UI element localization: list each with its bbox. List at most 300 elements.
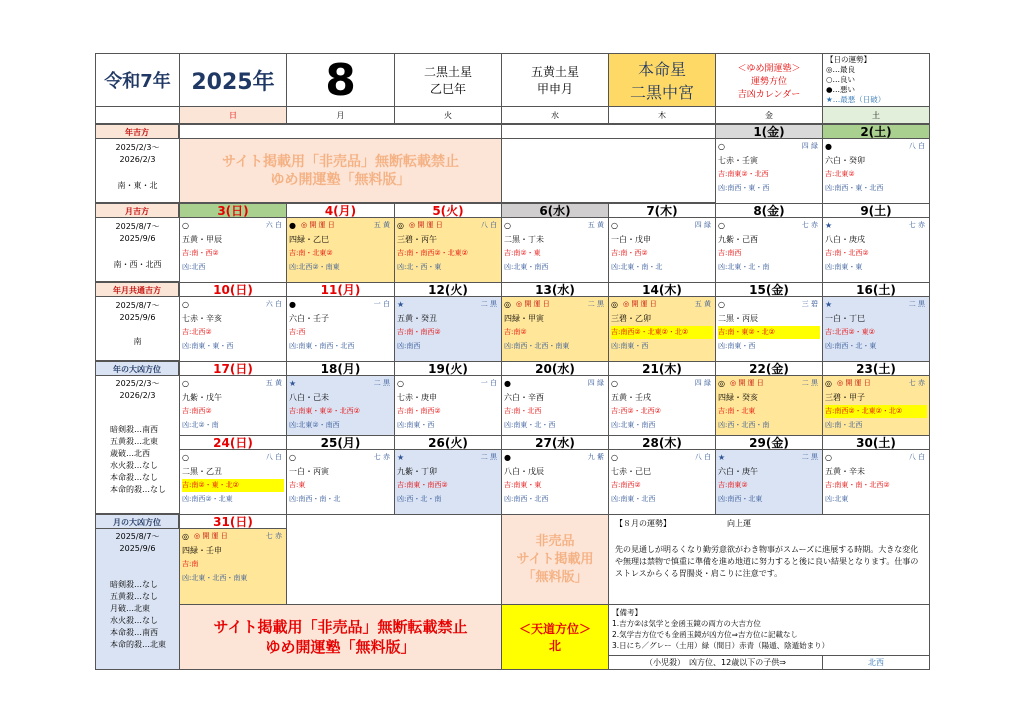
fortune-mark: ○ <box>182 379 189 388</box>
month-daikyo-list <box>96 579 179 651</box>
day-kyo-dirs: 凶:南西・東・西 <box>718 184 770 192</box>
day-kichi-dirs: 吉:南・北西② <box>825 249 869 257</box>
day-kyo-dirs: 凶:北東 <box>825 495 849 503</box>
bottom-notice <box>179 604 502 670</box>
kaiun-day-label: ◎ 開 運 日 <box>194 532 228 540</box>
month-daikyo-label: 月の大凶方位 <box>95 514 179 529</box>
day-kyo-dirs: 凶:南西 <box>397 342 421 350</box>
fortune-mark: ○ <box>718 142 725 151</box>
row0-blank-thu2 <box>501 138 716 203</box>
yume-cell <box>715 53 823 107</box>
weekday-wed <box>501 106 609 124</box>
day-kyo-dirs: 凶:南東・西 <box>611 342 649 350</box>
day-cell <box>715 282 823 362</box>
notice-line: 「無料版」 <box>522 569 588 585</box>
day-star: 一 白 <box>480 379 497 387</box>
daikyo-item: 水火殺…なし <box>110 616 158 625</box>
honmei-value: 二黒中宮 <box>629 83 694 102</box>
day-kichi-dirs: 吉:南西② <box>182 407 212 415</box>
day-fortune-line <box>182 298 284 311</box>
day-cell <box>715 124 823 204</box>
fortune-mark: ○ <box>718 300 725 309</box>
day-star: 七 赤 <box>908 379 925 387</box>
day-kanshi: 八白・戊辰 <box>504 467 544 476</box>
day-kanshi: 一白・丙寅 <box>289 467 329 476</box>
biko-item: 3.日にち／グレー（土用）緑（間日）赤青（陽遁、陰遁始まり） <box>612 641 830 650</box>
weekday-sun <box>179 106 287 124</box>
row0-blank-thu <box>501 124 716 139</box>
era-text: 令和7年 <box>104 71 171 92</box>
day-number: 11(月) <box>287 283 394 297</box>
year-daikyo-list <box>96 424 179 496</box>
day-kanshi: 五黄・甲辰 <box>182 235 222 244</box>
day-cell <box>286 361 395 436</box>
fortune-mark: ◎ <box>504 300 511 309</box>
day-fortune-line <box>504 219 606 232</box>
era-cell <box>95 53 180 107</box>
day-cell <box>394 203 502 283</box>
day-kichi-dirs: 吉:南②・東 <box>504 249 541 257</box>
day-star: 九 紫 <box>587 453 604 461</box>
day-star: 四 緑 <box>694 379 711 387</box>
day-star: 二 黒 <box>801 379 818 387</box>
legend-bad: ●…悪い <box>826 85 856 94</box>
notice-line: サイト掲載用「非売品」無断転載禁止 <box>221 153 460 170</box>
day-number: 6(水) <box>502 204 608 218</box>
day-kichi-dirs: 吉:南②・東・北② <box>182 479 284 492</box>
day-cell <box>608 435 716 515</box>
day-kyo-dirs: 凶:南東・北・西 <box>504 421 556 429</box>
weekday-label: 火 <box>444 110 452 120</box>
day-number: 9(土) <box>823 204 929 218</box>
fortune-mark: ★ <box>718 453 726 462</box>
day-fortune-line <box>182 530 284 543</box>
day-star: 七 赤 <box>265 532 282 540</box>
day-star: 七 赤 <box>908 221 925 229</box>
day-kichi-dirs: 吉:北東② <box>825 170 855 178</box>
fortune-mark: ○ <box>182 300 189 309</box>
day-number: 13(水) <box>502 283 608 297</box>
month-kichi-label: 月吉方 <box>95 203 179 218</box>
day-number: 14(木) <box>609 283 715 297</box>
day-kanshi: 六白・癸卯 <box>825 156 865 165</box>
month-star-cell <box>501 53 609 107</box>
unsei-text: 先の見通しが明るくなり勤労意欲がわき物事がスムーズに進展する時期。大きな変化や無理は禁物で慎重に準備を進め地道に努力すると後に良い結果となります。仕事のストレスからくる胃腸炎・肩こりに注意です。 <box>615 545 919 578</box>
day-kichi-dirs: 吉:南・西② <box>182 249 219 257</box>
biko-title: 【備考】 <box>612 608 642 617</box>
day-number: 29(金) <box>716 436 822 450</box>
day-kichi-dirs: 吉:南 <box>182 560 199 568</box>
day-star: 二 黒 <box>908 300 925 308</box>
fortune-mark: ○ <box>397 379 404 388</box>
period-start: 2025/8/7～ <box>115 532 160 541</box>
day-fortune-line <box>504 377 606 390</box>
day-kanshi: 七赤・己巳 <box>611 467 651 476</box>
day-kyo-dirs: 凶:南東・東・西 <box>182 342 234 350</box>
day-fortune-line <box>182 451 284 464</box>
period-start: 2025/8/7～ <box>115 222 160 231</box>
day-cell <box>179 361 287 436</box>
yume-title: ＜ゆめ開運塾＞ <box>737 63 801 74</box>
day-kichi-dirs: 吉:南西②・北東②・北② <box>825 405 927 418</box>
day-star: 七 赤 <box>373 453 390 461</box>
unsei-box <box>608 514 930 605</box>
day-kanshi: 四緑・癸亥 <box>718 393 758 402</box>
weekday-label: 日 <box>229 110 237 120</box>
day-kanshi: 一白・丁巳 <box>825 314 865 323</box>
day-star: 一 白 <box>373 300 390 308</box>
day-star: 四 緑 <box>694 221 711 229</box>
day-kanshi: 三碧・乙卯 <box>611 314 651 323</box>
year-star: 二黒土星 <box>423 65 472 79</box>
day-cell <box>179 514 287 605</box>
day-fortune-line <box>182 219 284 232</box>
day-cell <box>822 435 930 515</box>
day-kichi-dirs: 吉:南東・東 <box>504 481 542 489</box>
day-star: 七 赤 <box>801 221 818 229</box>
shoji-dir-text: 北西 <box>868 658 884 667</box>
day-fortune-line <box>289 451 392 464</box>
day-kyo-dirs: 凶:北西②・南東 <box>289 263 340 271</box>
kaiun-day-label: ◎ 開 運 日 <box>301 221 335 229</box>
day-star: 二 黒 <box>587 300 604 308</box>
weekday-thu <box>608 106 716 124</box>
honmei-title: 本命星 <box>637 60 686 79</box>
biko-item: 2.気学吉方位でも金函玉鏡が凶方位⇒吉方位に記載なし <box>612 630 798 639</box>
year-daikyo-label: 年の大凶方位 <box>95 361 179 376</box>
week5-blank <box>286 514 502 605</box>
day-star: 八 白 <box>694 453 711 461</box>
day-cell <box>286 282 395 362</box>
day-kyo-dirs: 凶:南西・北・東 <box>825 342 877 350</box>
period-start: 2025/2/3～ <box>115 143 160 152</box>
year-kanshi: 乙巳年 <box>429 82 466 96</box>
day-number: 31(日) <box>180 515 286 529</box>
day-kyo-dirs: 凶:南東・南西・北西 <box>289 342 355 350</box>
day-star: 二 黒 <box>480 300 497 308</box>
weekday-label: 金 <box>765 110 773 120</box>
day-kyo-dirs: 凶:南西・北東 <box>718 495 763 503</box>
shoji-text: （小児殺） 凶方位、12歳以下の子供⇒ <box>645 658 786 667</box>
day-kanshi: 七赤・辛亥 <box>182 314 222 323</box>
fortune-mark: ● <box>289 300 296 309</box>
day-fortune-line <box>825 298 927 311</box>
day-fortune-line <box>718 219 820 232</box>
day-kanshi: 六白・辛酉 <box>504 393 544 402</box>
day-number: 2(土) <box>823 125 929 139</box>
day-kichi-dirs: 吉:西 <box>289 328 306 336</box>
day-kyo-dirs: 凶:西・北西・南 <box>718 421 770 429</box>
day-number: 3(日) <box>180 204 286 218</box>
fortune-mark: ★ <box>397 300 405 309</box>
day-kanshi: 九紫・己酉 <box>718 235 758 244</box>
day-fortune-line <box>397 219 499 232</box>
weekday-label: 月 <box>336 110 345 120</box>
biko-item: 1.吉方②は気学と金函玉鏡の両方の大吉方位 <box>612 619 761 628</box>
day-fortune-line <box>718 377 820 390</box>
shoji-dir <box>822 655 930 670</box>
period-end: 2025/9/6 <box>119 313 156 322</box>
day-star: 五 黄 <box>694 300 711 308</box>
daikyo-item: 本命殺…南西 <box>110 628 158 637</box>
daikyo-item: 月破…北東 <box>110 604 150 613</box>
day-kyo-dirs: 凶:北東・南西 <box>611 421 656 429</box>
fortune-mark: ◎ <box>611 300 618 309</box>
daikyo-item: 本命的殺…なし <box>110 485 166 494</box>
day-kyo-dirs: 凶:北東・南西 <box>504 263 549 271</box>
day-kyo-dirs: 凶:北②・南 <box>182 421 219 429</box>
biko-box <box>608 604 930 656</box>
year-text: 2025年 <box>191 69 275 95</box>
day-fortune-line <box>825 451 927 464</box>
fortune-mark: ◎ <box>718 379 725 388</box>
day-kanshi: 二黒・丙辰 <box>718 314 758 323</box>
day-kichi-dirs: 吉:南・東②・北② <box>718 326 820 339</box>
day-cell <box>822 124 930 204</box>
legend-good: ○…良い <box>826 75 856 84</box>
fortune-mark: ★ <box>289 379 297 388</box>
tendo-title: ＜天道方位＞ <box>518 622 591 636</box>
day-star: 五 黄 <box>373 221 390 229</box>
day-kichi-dirs: 吉:南西 <box>718 249 742 257</box>
day-kyo-dirs: 凶:北・西・東 <box>397 263 442 271</box>
day-kanshi: 九紫・丁卯 <box>397 467 437 476</box>
day-star: 六 白 <box>265 221 282 229</box>
day-number: 18(月) <box>287 362 394 376</box>
day-cell <box>501 282 609 362</box>
day-number: 7(木) <box>609 204 715 218</box>
day-star: 六 白 <box>265 300 282 308</box>
day-kichi-dirs: 吉:南東・南・北西② <box>825 481 890 489</box>
tendo-box <box>501 604 609 670</box>
day-kyo-dirs: 凶:北西 <box>182 263 206 271</box>
unsei-title: 【８月の運勢】 <box>615 519 671 528</box>
daikyo-item: 水火殺…なし <box>110 461 158 470</box>
legend-best: ◎…最良 <box>826 65 856 74</box>
day-star: 三 碧 <box>801 300 818 308</box>
day-cell <box>715 435 823 515</box>
day-kyo-dirs: 凶:南西・南・北 <box>289 495 341 503</box>
fortune-mark: ○ <box>611 221 618 230</box>
day-star: 二 黒 <box>480 453 497 461</box>
year-kichi-label: 年吉方 <box>95 124 179 139</box>
fortune-mark: ○ <box>611 379 618 388</box>
period-end: 2026/2/3 <box>119 155 156 164</box>
fortune-mark: ● <box>504 379 511 388</box>
day-fortune-line <box>397 451 499 464</box>
month-daikyo-period <box>96 531 179 555</box>
month-number: 8 <box>325 54 356 106</box>
day-star: 八 白 <box>908 142 925 150</box>
day-kyo-dirs: 凶:南西・北西・南東 <box>504 342 570 350</box>
month-kichi-period <box>96 221 179 245</box>
day-fortune-line <box>825 140 927 153</box>
day-fortune-line <box>397 377 499 390</box>
weekday-blank <box>95 106 180 124</box>
day-number: 1(金) <box>716 125 822 139</box>
day-kichi-dirs: 吉:南・南西② <box>397 407 441 415</box>
day-kyo-dirs: 凶:北東②・南西 <box>289 421 340 429</box>
day-kyo-dirs: 凶:南東・北西 <box>611 495 656 503</box>
top-notice <box>179 138 502 203</box>
fortune-mark: ○ <box>718 221 725 230</box>
fortune-mark: ○ <box>825 453 832 462</box>
month-kanshi: 甲申月 <box>536 82 573 96</box>
day-cell <box>286 435 395 515</box>
fortune-mark: ● <box>825 142 832 151</box>
daikyo-item: 本命的殺…北東 <box>110 640 166 649</box>
day-number: 28(木) <box>609 436 715 450</box>
day-number: 23(土) <box>823 362 929 376</box>
day-fortune-line <box>825 219 927 232</box>
day-star: 二 黒 <box>801 453 818 461</box>
notice-line: サイト掲載用 <box>516 551 594 567</box>
day-fortune-line <box>504 451 606 464</box>
notice-line: ゆめ開運塾「無料版」 <box>265 638 416 656</box>
day-kanshi: 七赤・壬寅 <box>718 156 758 165</box>
daikyo-item: 歳破…北西 <box>110 449 150 458</box>
day-number: 24(日) <box>180 436 286 450</box>
weekday-sat <box>822 106 930 124</box>
day-cell <box>715 361 823 436</box>
day-number: 10(日) <box>180 283 286 297</box>
day-fortune-line <box>289 219 392 232</box>
day-fortune-line <box>611 219 713 232</box>
fortune-mark: ○ <box>182 453 189 462</box>
day-cell <box>608 361 716 436</box>
yume-sub1: 運勢方位 <box>750 76 787 87</box>
day-kanshi: 六白・庚午 <box>718 467 758 476</box>
period-end: 2026/2/3 <box>119 391 156 400</box>
honmei-cell <box>608 53 716 107</box>
day-star: 四 緑 <box>587 379 604 387</box>
day-kichi-dirs: 吉:南・北西 <box>504 407 542 415</box>
daikyo-item: 五黄殺…なし <box>110 592 158 601</box>
fortune-mark: ● <box>504 453 511 462</box>
day-kanshi: 四緑・壬申 <box>182 546 222 555</box>
day-kanshi: 一白・戊申 <box>611 235 651 244</box>
period-start: 2025/2/3～ <box>115 379 160 388</box>
day-fortune-line <box>504 298 606 311</box>
day-kichi-dirs: 吉:南・西② <box>611 249 648 257</box>
legend-cell <box>822 53 930 107</box>
day-kanshi: 五黄・壬戌 <box>611 393 651 402</box>
fortune-mark: ○ <box>182 221 189 230</box>
mid-notice <box>501 514 609 605</box>
day-kichi-dirs: 吉:東 <box>289 481 306 489</box>
day-number: 8(金) <box>716 204 822 218</box>
day-cell <box>501 203 609 283</box>
fortune-mark: ◎ <box>825 379 832 388</box>
tendo-dir: 北 <box>548 639 561 653</box>
weekday-label: 土 <box>872 110 880 120</box>
day-kyo-dirs: 凶:南西②・北東 <box>182 495 233 503</box>
year-cell <box>179 53 287 107</box>
month-star: 五黄土星 <box>530 65 579 79</box>
day-kichi-dirs: 吉:北西②・東② <box>825 328 875 336</box>
fortune-mark: ★ <box>397 453 405 462</box>
day-fortune-line <box>718 451 820 464</box>
year-star-cell <box>394 53 502 107</box>
legend-worst: ★…最悪（日破） <box>826 95 886 104</box>
weekday-label: 木 <box>658 110 666 120</box>
day-cell <box>286 203 395 283</box>
day-kichi-dirs: 吉:南東・東②・北西② <box>289 407 360 415</box>
day-kyo-dirs: 凶:南西・東・北西 <box>825 184 884 192</box>
year-daikyo-period <box>96 378 179 402</box>
fortune-mark: ★ <box>825 300 833 309</box>
notice-line: サイト掲載用「非売品」無断転載禁止 <box>213 618 468 636</box>
day-kichi-dirs: 吉:南・北東② <box>289 249 333 257</box>
day-number: 20(水) <box>502 362 608 376</box>
day-fortune-line <box>289 298 392 311</box>
kaiun-day-label: ◎ 開 運 日 <box>516 300 550 308</box>
notice-line: ゆめ開運塾「無料版」 <box>270 171 411 188</box>
day-number: 19(火) <box>395 362 501 376</box>
weekday-mon <box>286 106 395 124</box>
row0-blank <box>179 124 502 139</box>
day-kyo-dirs: 凶:南東・西 <box>397 421 435 429</box>
day-cell <box>715 203 823 283</box>
day-kanshi: 三碧・甲子 <box>825 393 865 402</box>
day-kyo-dirs: 凶:南西・北西 <box>504 495 549 503</box>
day-kyo-dirs: 凶:西・北・南 <box>397 495 442 503</box>
day-kanshi: 二黒・乙丑 <box>182 467 222 476</box>
day-cell <box>822 282 930 362</box>
kaiun-day-label: ◎ 開 運 日 <box>837 379 871 387</box>
day-kichi-dirs: 吉:南東・南西② <box>397 481 448 489</box>
day-star: 八 白 <box>908 453 925 461</box>
day-kanshi: 九紫・戊午 <box>182 393 222 402</box>
common-dirs: 南 <box>133 337 142 346</box>
day-cell <box>179 435 287 515</box>
day-kichi-dirs: 吉:南・南西②・北東② <box>397 249 468 257</box>
day-cell <box>179 282 287 362</box>
day-kanshi: 六白・壬子 <box>289 314 329 323</box>
period-start: 2025/8/7～ <box>115 301 160 310</box>
day-number: 12(火) <box>395 283 501 297</box>
day-cell <box>501 361 609 436</box>
daikyo-item: 暗剣殺…なし <box>110 580 158 589</box>
day-kyo-dirs: 凶:北東・南・北 <box>611 263 663 271</box>
day-fortune-line <box>825 377 927 390</box>
day-kichi-dirs: 吉:南・南西② <box>397 328 441 336</box>
weekday-tue <box>394 106 502 124</box>
day-kichi-dirs: 吉:南東②・北西 <box>718 170 769 178</box>
day-fortune-line <box>611 451 713 464</box>
common-period <box>96 300 179 324</box>
kaiun-day-label: ◎ 開 運 日 <box>623 300 657 308</box>
day-kichi-dirs: 吉:南西② <box>611 481 641 489</box>
day-kichi-dirs: 吉:南・北東 <box>718 407 756 415</box>
day-kanshi: 五黄・辛未 <box>825 467 865 476</box>
day-kyo-dirs: 凶:北東・北西・南東 <box>182 574 248 582</box>
day-number: 15(金) <box>716 283 822 297</box>
day-kanshi: 八白・己未 <box>289 393 329 402</box>
weekday-label: 水 <box>551 110 559 120</box>
day-kyo-dirs: 凶:南東・東 <box>825 263 863 271</box>
day-kanshi: 四緑・甲寅 <box>504 314 544 323</box>
kaiun-day-label: ◎ 開 運 日 <box>409 221 443 229</box>
day-cell <box>394 361 502 436</box>
period-end: 2025/9/6 <box>119 544 156 553</box>
day-number: 27(水) <box>502 436 608 450</box>
day-star: 五 黄 <box>587 221 604 229</box>
day-kichi-dirs: 吉:南② <box>504 328 527 336</box>
day-fortune-line <box>289 377 392 390</box>
day-kanshi: 七赤・庚申 <box>397 393 437 402</box>
fortune-mark: ◎ <box>182 532 189 541</box>
